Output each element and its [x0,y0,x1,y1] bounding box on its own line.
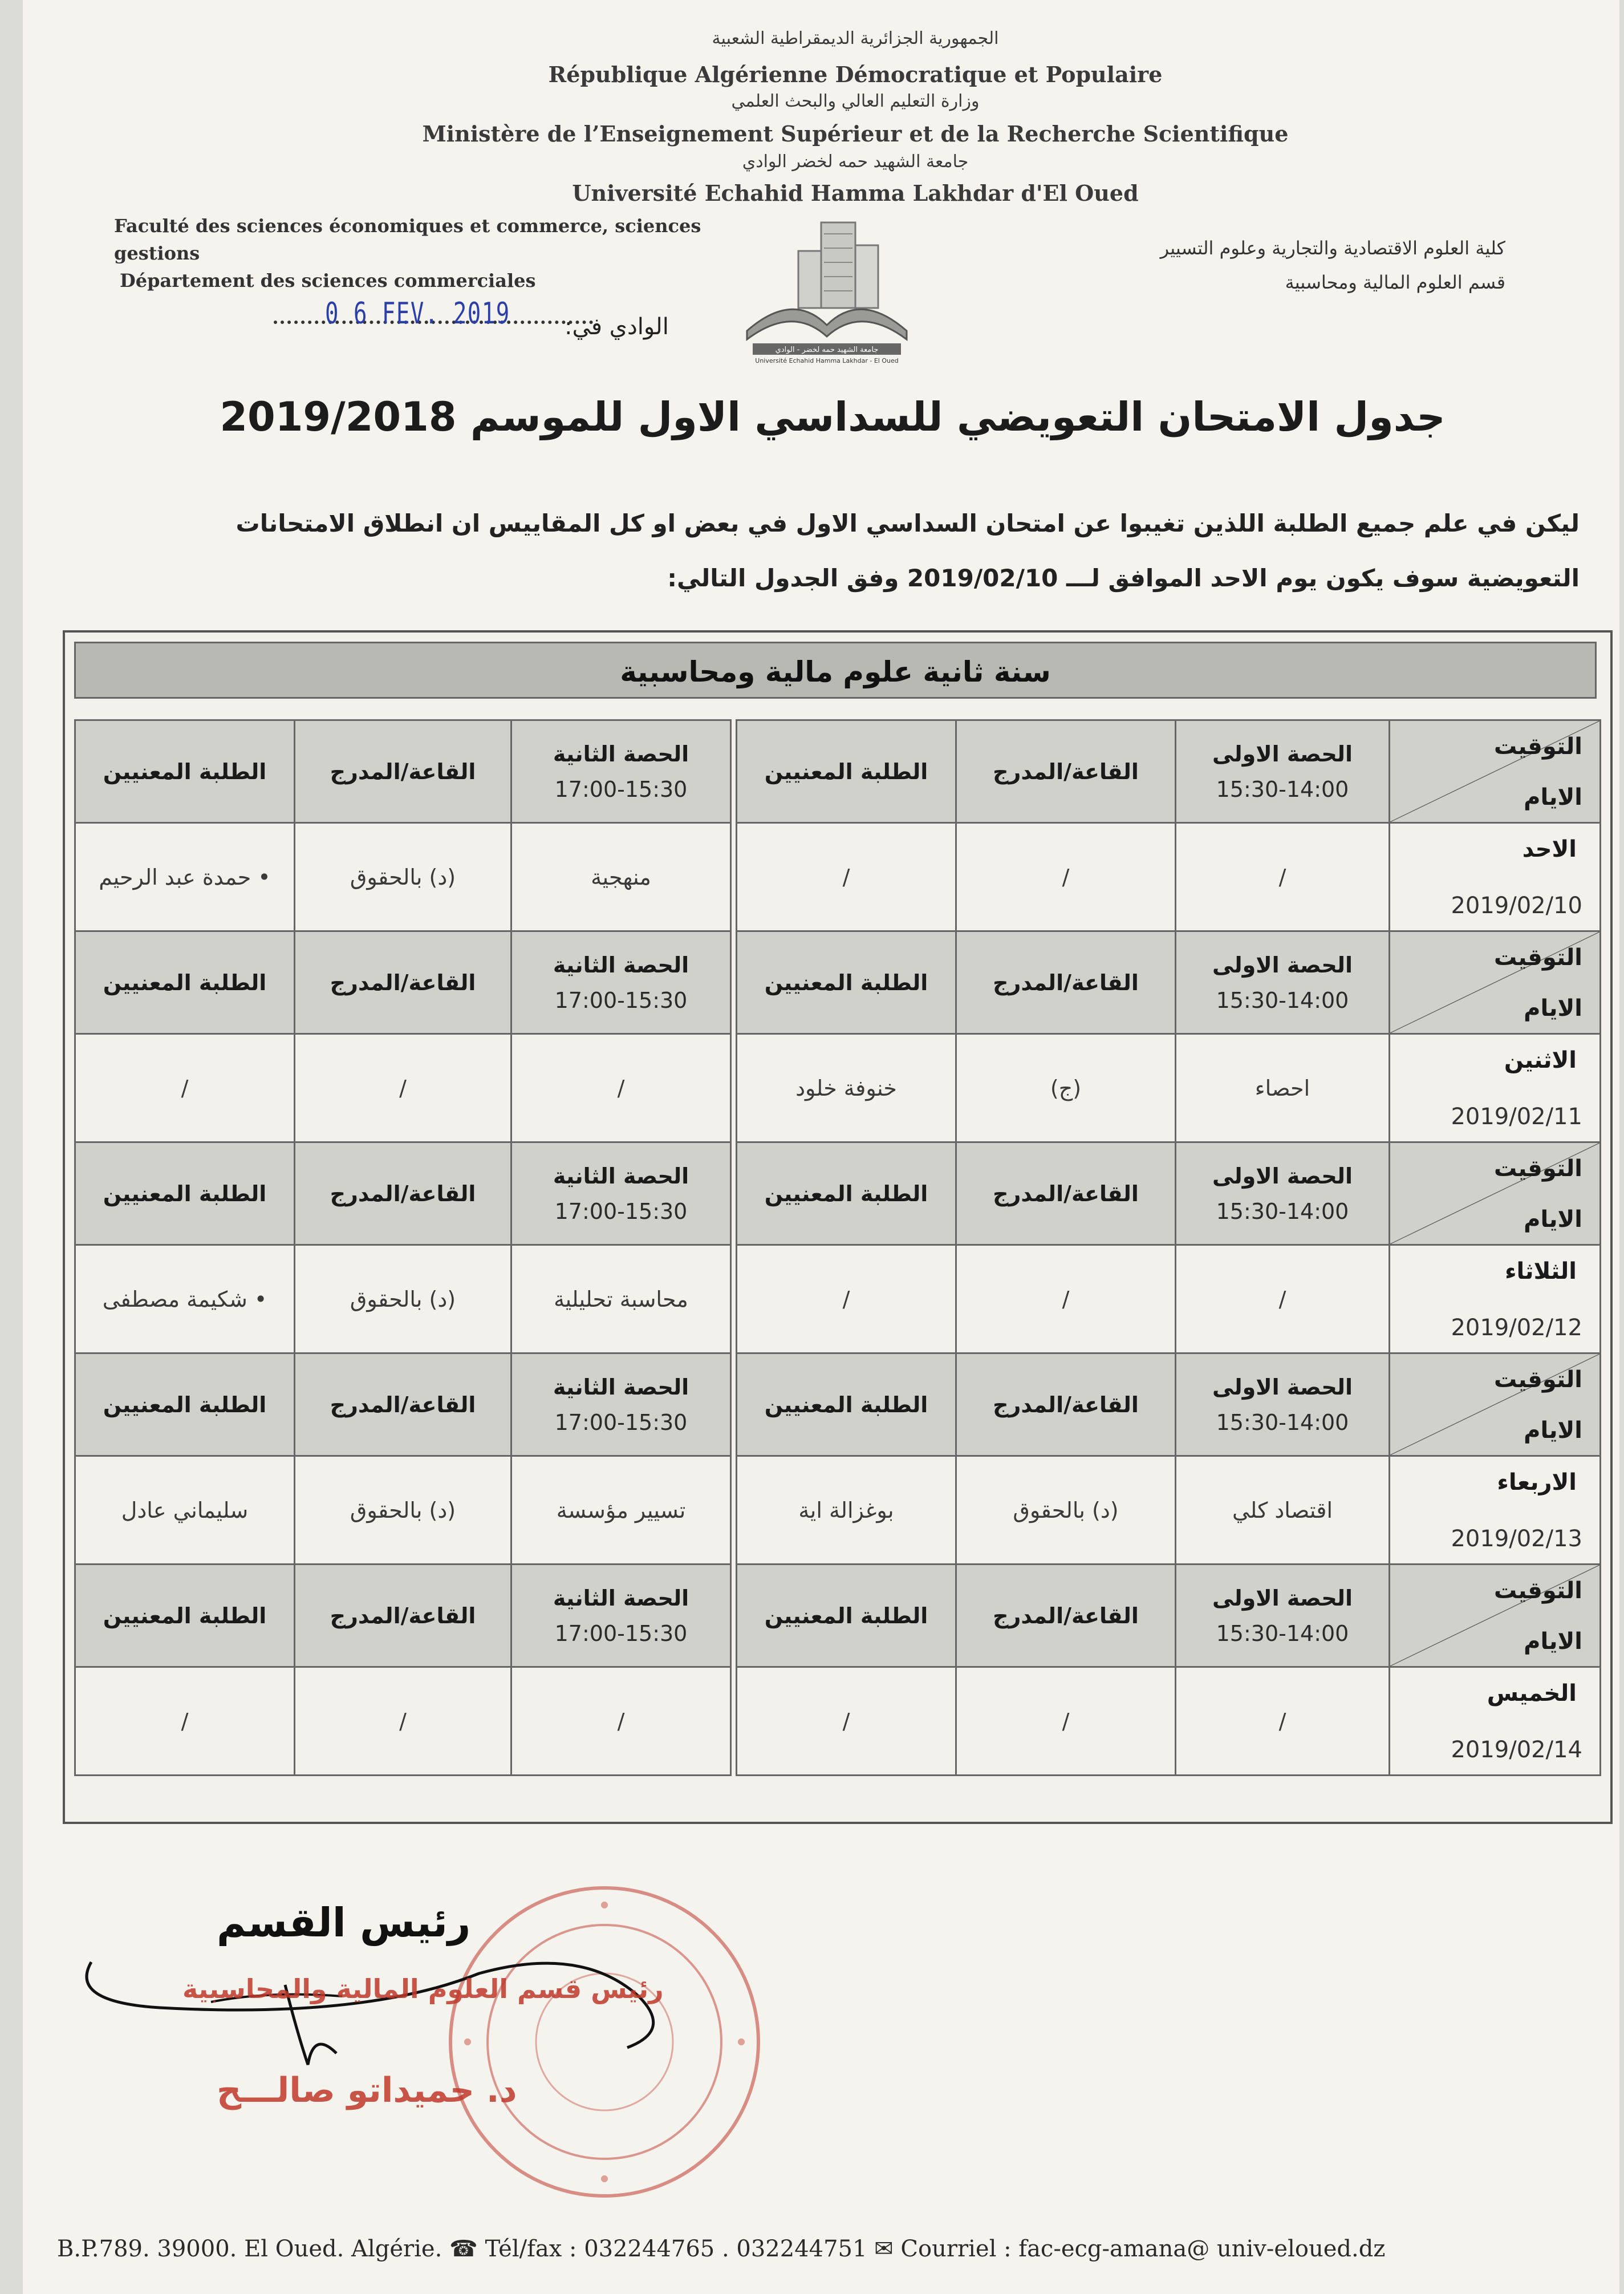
session1-subject: احصاء [1176,1034,1390,1142]
timing-days-cell [1390,1353,1601,1456]
days-label: الايام [1524,784,1582,810]
logo-caption-fr: Université Echahid Hamma Lakhdar - El Oued [755,357,899,364]
session2-students: / [75,1667,295,1776]
day-row [75,1245,731,1353]
session2-room: / [295,1034,511,1142]
session2-time: 17:00-15:30 [554,987,688,1013]
session1-room: / [956,1245,1176,1353]
students-header: الطلبة المعنيين [737,1353,956,1456]
session1-room: (ج) [956,1034,1176,1142]
footer [57,2236,1624,2262]
timing-label: التوقيت [1494,945,1582,971]
day-row [737,823,1601,931]
header-row [737,1353,1601,1456]
signature-block [68,1859,810,2145]
day-cell [1390,1667,1601,1776]
session1-header [1176,1353,1390,1456]
session2-subject: تسيير مؤسسة [511,1456,731,1565]
students-header: الطلبة المعنيين [75,1142,295,1245]
university-logo [736,217,918,365]
session2-header [511,1565,731,1667]
session1-students: / [737,823,956,931]
session1-time: 15:30-14:00 [1216,1198,1349,1224]
session1-time: 15:30-14:00 [1216,776,1349,802]
footer-email: Courriel : fac-ecg-amana@ univ-eloued.dz [900,2236,1386,2262]
session2-label: الحصة الثانية [553,1374,689,1400]
timing-label: التوقيت [1494,733,1582,760]
day-row [737,1034,1601,1142]
faculty-fr-line2: gestions [114,242,200,264]
room-header: القاعة/المدرج [956,1565,1176,1667]
department-fr: Département des sciences commerciales [120,270,536,291]
day-row [737,1456,1601,1565]
day-date: 2019/02/14 [1451,1737,1582,1763]
intro-paragraph [97,496,1580,606]
session1-header [1176,1565,1390,1667]
session1-label: الحصة الاولى [1212,741,1353,767]
signature-title: رئيس القسم [217,1899,471,1946]
faculty-block-fr [114,212,741,294]
timing-days-cell [1390,1142,1601,1245]
session2-students: سليماني عادل [75,1456,295,1565]
department-ar: قسم العلوم المالية ومحاسبية [1285,271,1505,293]
session2-subject: منهجية [511,823,731,931]
document-title: جدول الامتحان التعويضي للسداسي الاول للموسم 2019/2018 [220,394,1446,440]
phone-icon: ☎ [449,2236,478,2262]
session1-label: الحصة الاولى [1212,1163,1353,1189]
session2-subject: / [511,1667,731,1776]
room-header: القاعة/المدرج [295,931,511,1034]
faculty-fr-line1: Faculté des sciences économiques et commerce, sciences [114,215,701,237]
republic-fr: République Algérienne Démocratique et Populaire [548,62,1163,87]
students-header: الطلبة المعنيين [75,1565,295,1667]
timing-days-cell [1390,931,1601,1034]
day-name: الاربعاء [1497,1469,1577,1495]
days-label: الايام [1524,1417,1582,1444]
session2-table [74,719,732,1776]
day-cell [1390,1034,1601,1142]
room-header: القاعة/المدرج [956,1353,1176,1456]
days-label: الايام [1524,1206,1582,1233]
footer-address: B.P.789. 39000. El Oued. Algérie. [57,2236,442,2262]
day-name: الاحد [1522,836,1577,862]
republic-ar: الجمهورية الجزائرية الديمقراطية الشعبية [712,29,999,48]
session2-header [511,1353,731,1456]
logo-caption-ar: جامعة الشهيد حمه لخضر - الوادي [775,346,879,354]
day-cell [1390,1245,1601,1353]
students-header: الطلبة المعنيين [737,931,956,1034]
session2-students: • حمدة عبد الرحيم [75,823,295,931]
session1-room: (د) بالحقوق [956,1456,1176,1565]
session1-header [1176,720,1390,823]
room-header: القاعة/المدرج [295,720,511,823]
timing-label: التوقيت [1494,1578,1582,1604]
students-header: الطلبة المعنيين [737,720,956,823]
session2-label: الحصة الثانية [553,1163,689,1189]
days-label: الايام [1524,995,1582,1022]
header-row [737,931,1601,1034]
day-row [75,1456,731,1565]
session2-label: الحصة الثانية [553,1585,689,1611]
session2-label: الحصة الثانية [553,741,689,767]
session1-label: الحصة الاولى [1212,952,1353,978]
session2-header [511,720,731,823]
header-row [75,720,731,823]
room-header: القاعة/المدرج [956,720,1176,823]
students-header: الطلبة المعنيين [75,931,295,1034]
date-label: الوادي في: [565,314,669,340]
day-row [75,1667,731,1776]
email-icon: ✉ [874,2236,894,2262]
day-date: 2019/02/12 [1451,1315,1582,1341]
session1-table [736,719,1601,1776]
schedule-frame [63,630,1613,1824]
room-header: القاعة/المدرج [956,931,1176,1034]
session2-subject: / [511,1034,731,1142]
session2-time: 17:00-15:30 [554,1198,688,1224]
footer-phone: Tél/fax : 032244765 . 032244751 [485,2236,867,2262]
session1-time: 15:30-14:00 [1216,1620,1349,1646]
day-cell [1390,1456,1601,1565]
room-header: القاعة/المدرج [295,1353,511,1456]
session2-time: 17:00-15:30 [554,776,688,802]
session1-label: الحصة الاولى [1212,1374,1353,1400]
faculty-ar: كلية العلوم الاقتصادية والتجارية وعلوم التسيير [1160,237,1505,259]
session1-subject: / [1176,1245,1390,1353]
room-header: القاعة/المدرج [295,1565,511,1667]
session2-time: 17:00-15:30 [554,1620,688,1646]
students-header: الطلبة المعنيين [75,1353,295,1456]
document-page [23,0,1619,2294]
section-title: سنة ثانية علوم مالية ومحاسبية [74,642,1597,699]
session1-students: خنوفة خلود [737,1034,956,1142]
timing-days-cell [1390,1565,1601,1667]
days-label: الايام [1524,1628,1582,1655]
header-row [737,720,1601,823]
session1-header [1176,1142,1390,1245]
day-name: الخميس [1487,1680,1577,1707]
day-name: الثلاثاء [1505,1258,1577,1284]
session1-subject: اقتصاد كلي [1176,1456,1390,1565]
room-header: القاعة/المدرج [295,1142,511,1245]
session1-students: / [737,1667,956,1776]
session1-header [1176,931,1390,1034]
day-date: 2019/02/10 [1451,893,1582,919]
session1-subject: / [1176,823,1390,931]
university-ar: جامعة الشهيد حمه لخضر الوادي [742,152,969,172]
ministry-ar: وزارة التعليم العالي والبحث العلمي [731,91,980,111]
session1-students: بوغزالة اية [737,1456,956,1565]
day-name: الاثنين [1504,1047,1577,1073]
session1-room: / [956,823,1176,931]
university-fr: Université Echahid Hamma Lakhdar d'El Oued [572,180,1139,206]
session2-label: الحصة الثانية [553,952,689,978]
students-header: الطلبة المعنيين [737,1142,956,1245]
day-row [737,1245,1601,1353]
session2-time: 17:00-15:30 [554,1409,688,1435]
room-header: القاعة/المدرج [956,1142,1176,1245]
day-date: 2019/02/11 [1451,1104,1582,1130]
students-header: الطلبة المعنيين [75,720,295,823]
signature-name: د. حميداتو صالـــح [217,2070,517,2110]
header-row [75,931,731,1034]
day-date: 2019/02/13 [1451,1526,1582,1552]
session2-header [511,931,731,1034]
session2-students: • شكيمة مصطفى [75,1245,295,1353]
date-line [274,297,673,348]
ministry-fr: Ministère de l’Enseignement Supérieur et de la Recherche Scientifique [422,121,1289,147]
intro-line2: التعويضية سوف يكون يوم الاحد الموافق لـــ 2019/02/10 وفق الجدول التالي: [667,564,1580,592]
session1-time: 15:30-14:00 [1216,987,1349,1013]
session1-time: 15:30-14:00 [1216,1409,1349,1435]
day-row [75,1034,731,1142]
day-row [75,823,731,931]
students-header: الطلبة المعنيين [737,1565,956,1667]
date-stamp: 0 6 FEV. 2019 [325,297,510,331]
timing-days-cell [1390,720,1601,823]
timing-label: التوقيت [1494,1367,1582,1393]
session2-room: (د) بالحقوق [295,1245,511,1353]
session1-subject: / [1176,1667,1390,1776]
session1-room: / [956,1667,1176,1776]
day-row [737,1667,1601,1776]
session1-students: / [737,1245,956,1353]
header-row [737,1142,1601,1245]
header-row [75,1142,731,1245]
session2-students: / [75,1034,295,1142]
session2-room: (د) بالحقوق [295,823,511,931]
session2-room: / [295,1667,511,1776]
session2-subject: محاسبة تحليلية [511,1245,731,1353]
day-cell [1390,823,1601,931]
session1-label: الحصة الاولى [1212,1585,1353,1611]
intro-line1: ليكن في علم جميع الطلبة اللذين تغيبوا عن امتحان السداسي الاول في بعض او كل المقاييس ان انطلاق الامتحانات [236,509,1580,537]
session2-header [511,1142,731,1245]
header-row [75,1353,731,1456]
session2-room: (د) بالحقوق [295,1456,511,1565]
header-row [737,1565,1601,1667]
header-row [75,1565,731,1667]
faculty-block-ar [992,231,1505,299]
timing-label: التوقيت [1494,1156,1582,1182]
signature-role: رئيس قسم العلوم المالية والمحاسبية [182,1973,664,2004]
